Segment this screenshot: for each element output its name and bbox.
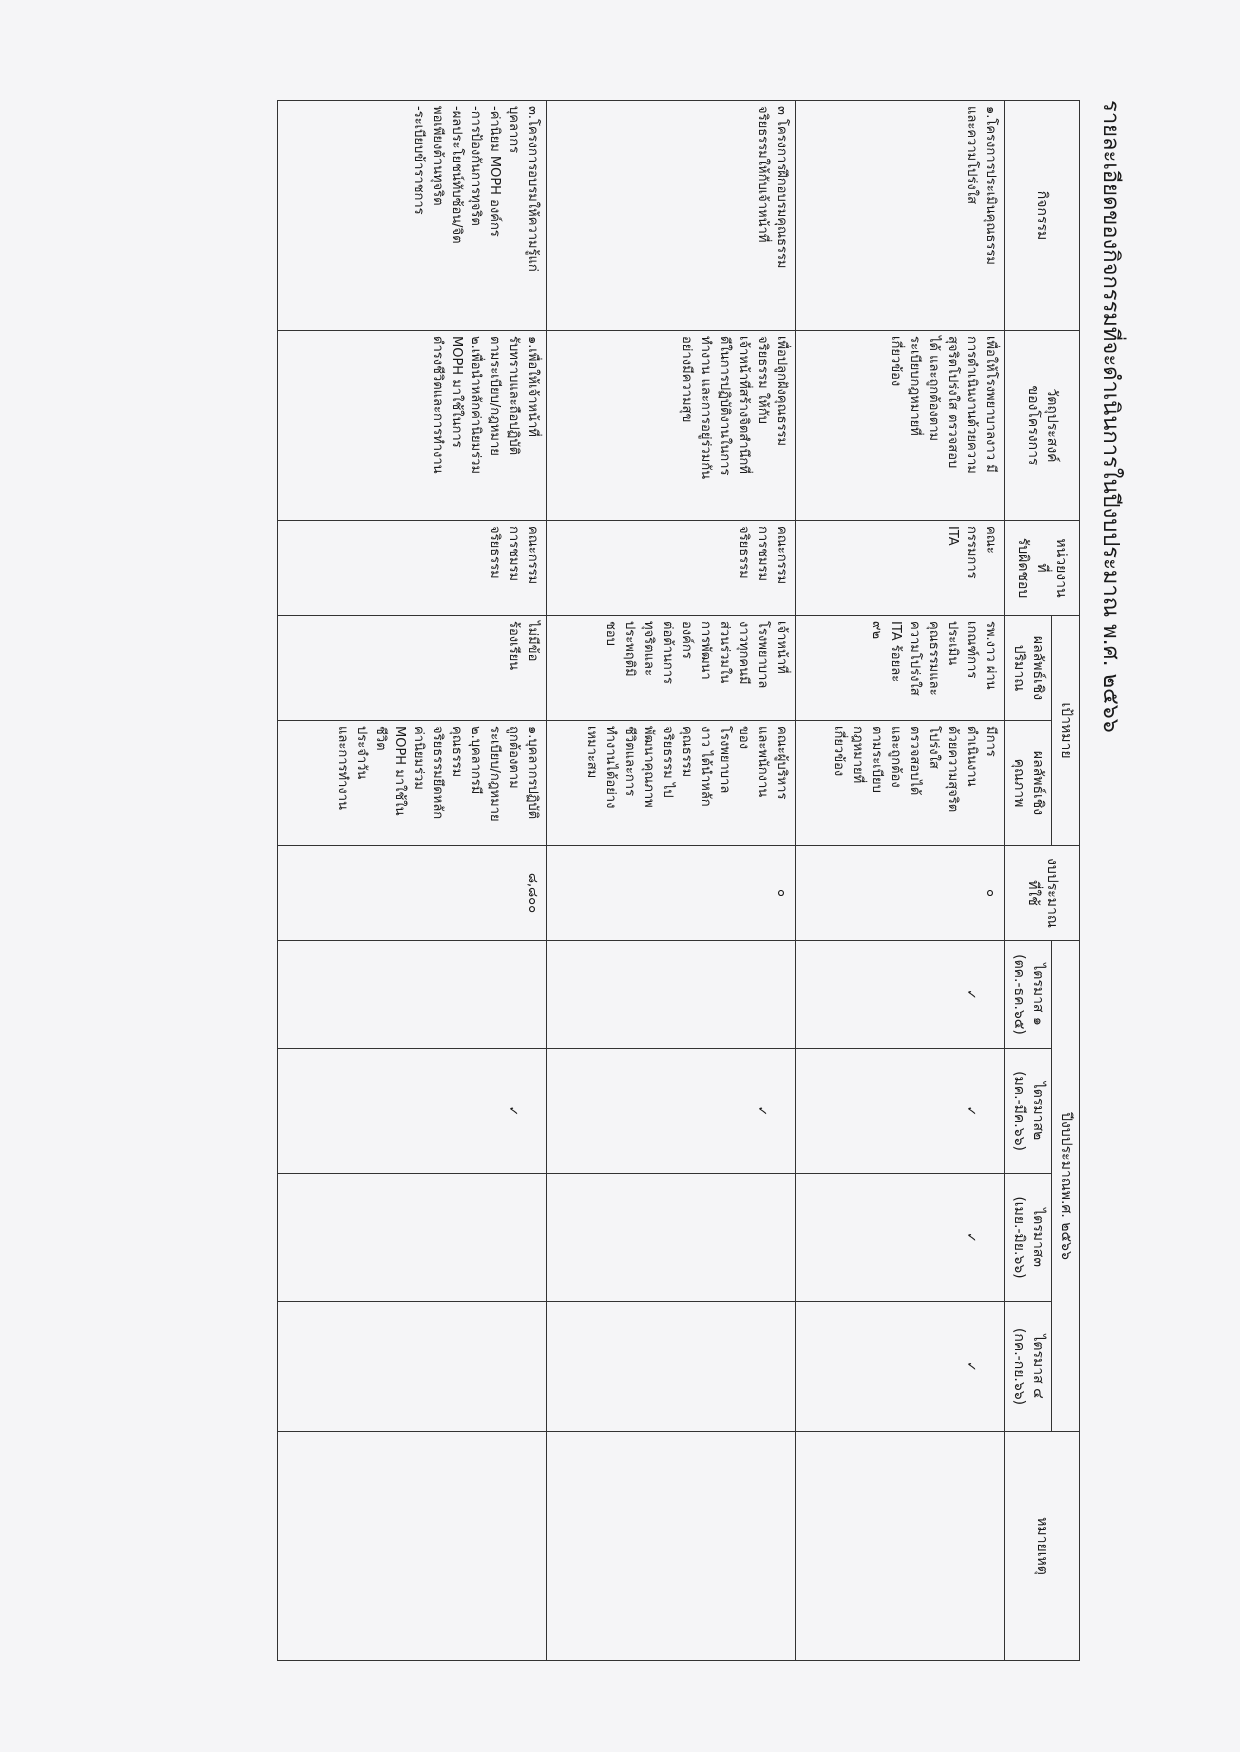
header-q1: ไตรมาส ๑ (ตค.-ธค.๖๕) — [1005, 941, 1052, 1049]
cell-q1-check: ✓ — [796, 941, 1005, 1049]
cell-remark — [796, 1432, 1005, 1661]
cell-activity: ๓.โครงการอบรมให้ความรู้แก่ บุคลากร -ค่านิยม MOPH องค์กร -การป้องกันการทุจริต -ผลประโยชน์ทับซ้อน/จิต พอเพียงต้านทุจริต -ระเบียบข้าราชการ — [278, 101, 547, 331]
cell-objective: เพื่อปลูกฝังคุณธรรม จริยธรรม ให้กับ เจ้าหน้าที่สร้างจิตสำนึกที่ ดีในการปฏิบัติงานในการ ทำงาน และการอยู่ร่วมกัน อย่างมีความสุข — [547, 331, 796, 521]
cell-output-quality: มีการ ดำเนินงาน ด้วยความสุจริต โปร่งใส ตรวจสอบได้ และถูกต้อง ตามระเบียบ กฎหมายที่ เกี่ยวข้อง — [796, 721, 1005, 846]
cell-remark — [547, 1432, 796, 1661]
header-q2: ไตรมาส๒ (มค.-มีค.๖๖) — [1005, 1049, 1052, 1174]
cell-q2-check: ✓ — [547, 1049, 796, 1174]
header-target: เป้าหมาย — [1052, 616, 1080, 846]
table-row — [547, 101, 796, 1661]
header-row-1 — [1052, 101, 1080, 1661]
cell-output-qty: เจ้าหน้าที่ โรงพยาบาล งาวทุกคนมี ส่วนร่วมใน การพัฒนา องค์กร ต่อต้านการ ทุจริตและ ประพฤติมิ ชอบ — [547, 616, 796, 721]
cell-q3-check — [278, 1174, 547, 1302]
cell-output-qty: รพ.งาว ผ่าน เกณฑ์การ ประเมิน คุณธรรมและ ความโปร่งใส ITA ร้อยละ ๙๒ — [796, 616, 1005, 721]
header-output-qty: ผลลัพธ์เชิง ปริมาณ — [1005, 616, 1052, 721]
cell-q4-check — [547, 1302, 796, 1432]
header-fiscal-year: ปีงบประมาณพ.ศ. ๒๕๖๖ — [1052, 941, 1080, 1432]
header-unit: หน่วยงาน ที่ รับผิดชอบ — [1005, 521, 1080, 616]
cell-q1-check — [547, 941, 796, 1049]
cell-objective: เพื่อให้โรงพยาบาลงาว มี การดำเนินงานด้วยความ สุจริตโปร่งใส ตรวจสอบ ได้ และถูกต้องตาม ระเบียบกฎหมายที่ เกี่ยวข้อง — [796, 331, 1005, 521]
document-title: รายละเอียดของกิจกรรมที่จะดำเนินการในปีงบประมาณ พ.ศ. ๒๕๖๖ — [1098, 100, 1123, 733]
table-row — [796, 101, 1005, 1661]
header-output-quality: ผลลัพธ์เชิง คุณภาพ — [1005, 721, 1052, 846]
cell-q4-check — [278, 1302, 547, 1432]
header-q3: ไตรมาส๓ (เมย.-มิย.๖๖) — [1005, 1174, 1052, 1302]
cell-q2-check: ✓ — [796, 1049, 1005, 1174]
table-row — [278, 101, 547, 1661]
cell-output-quality: คณะผู้บริหาร และพนักงาน ของ โรงพยาบาล งาว ได้นำหลัก คุณธรรม จริยธรรม ไป พัฒนาคุณภาพ ชีวิตและการ ทำงานได้อย่าง เหมาะสม — [547, 721, 796, 846]
cell-unit: คณะกรรม การชมรม จริยธรรม — [547, 521, 796, 616]
cell-budget: ๐ — [796, 846, 1005, 941]
rotated-page — [110, 100, 1130, 1700]
cell-q2-check: ✓ — [278, 1049, 547, 1174]
cell-q3-check — [547, 1174, 796, 1302]
cell-activity: ๑.โครงการประเมินคุณธรรม และความโปร่งใส — [796, 101, 1005, 331]
cell-q4-check: ✓ — [796, 1302, 1005, 1432]
header-q4: ไตรมาส ๔ (กค.-กย.๖๖) — [1005, 1302, 1052, 1432]
cell-output-quality: ๑.บุคลากรปฏิบัติ ถูกต้องตาม ระเบียบ/กฎหมาย ๒.บุคลากรมี คุณธรรม จริยธรรมยึดหลัก ค่านิยมร่วม MOPH มาใช้ใน ชีวิต ประจำวัน และการทำงาน — [278, 721, 547, 846]
cell-unit: คณะกรรม การชมรม จริยธรรม — [278, 521, 547, 616]
cell-remark — [278, 1432, 547, 1661]
header-objective: วัตถุประสงค์ ของโครงการ — [1005, 331, 1080, 521]
cell-q1-check — [278, 941, 547, 1049]
cell-objective: ๑.เพื่อให้เจ้าหน้าที่ รับทราบและถือปฏิบัติ ตามระเบียบ/กฎหมาย ๒.เพื่อนำหลักค่านิยมร่วม MOPH มาใช้ในการ ดำรงชีวิตและการทำงาน — [278, 331, 547, 521]
cell-budget: ๘,๘๐๐ — [278, 846, 547, 941]
cell-q3-check: ✓ — [796, 1174, 1005, 1302]
cell-budget: ๐ — [547, 846, 796, 941]
cell-activity: ๓ โครงการฝึกอบรมคุณธรรม จริยธรรมให้กับเจ้าหน้าที่ — [547, 101, 796, 331]
header-activity: กิจกรรม — [1005, 101, 1080, 331]
activity-table — [277, 100, 1080, 1661]
cell-unit: คณะ กรรมการ ITA — [796, 521, 1005, 616]
header-budget: งบประมาณ ที่ใช้ — [1005, 846, 1080, 941]
header-remark: หมายเหตุ — [1005, 1432, 1080, 1661]
cell-output-qty: ไม่มีข้อ ร้องเรียน — [278, 616, 547, 721]
